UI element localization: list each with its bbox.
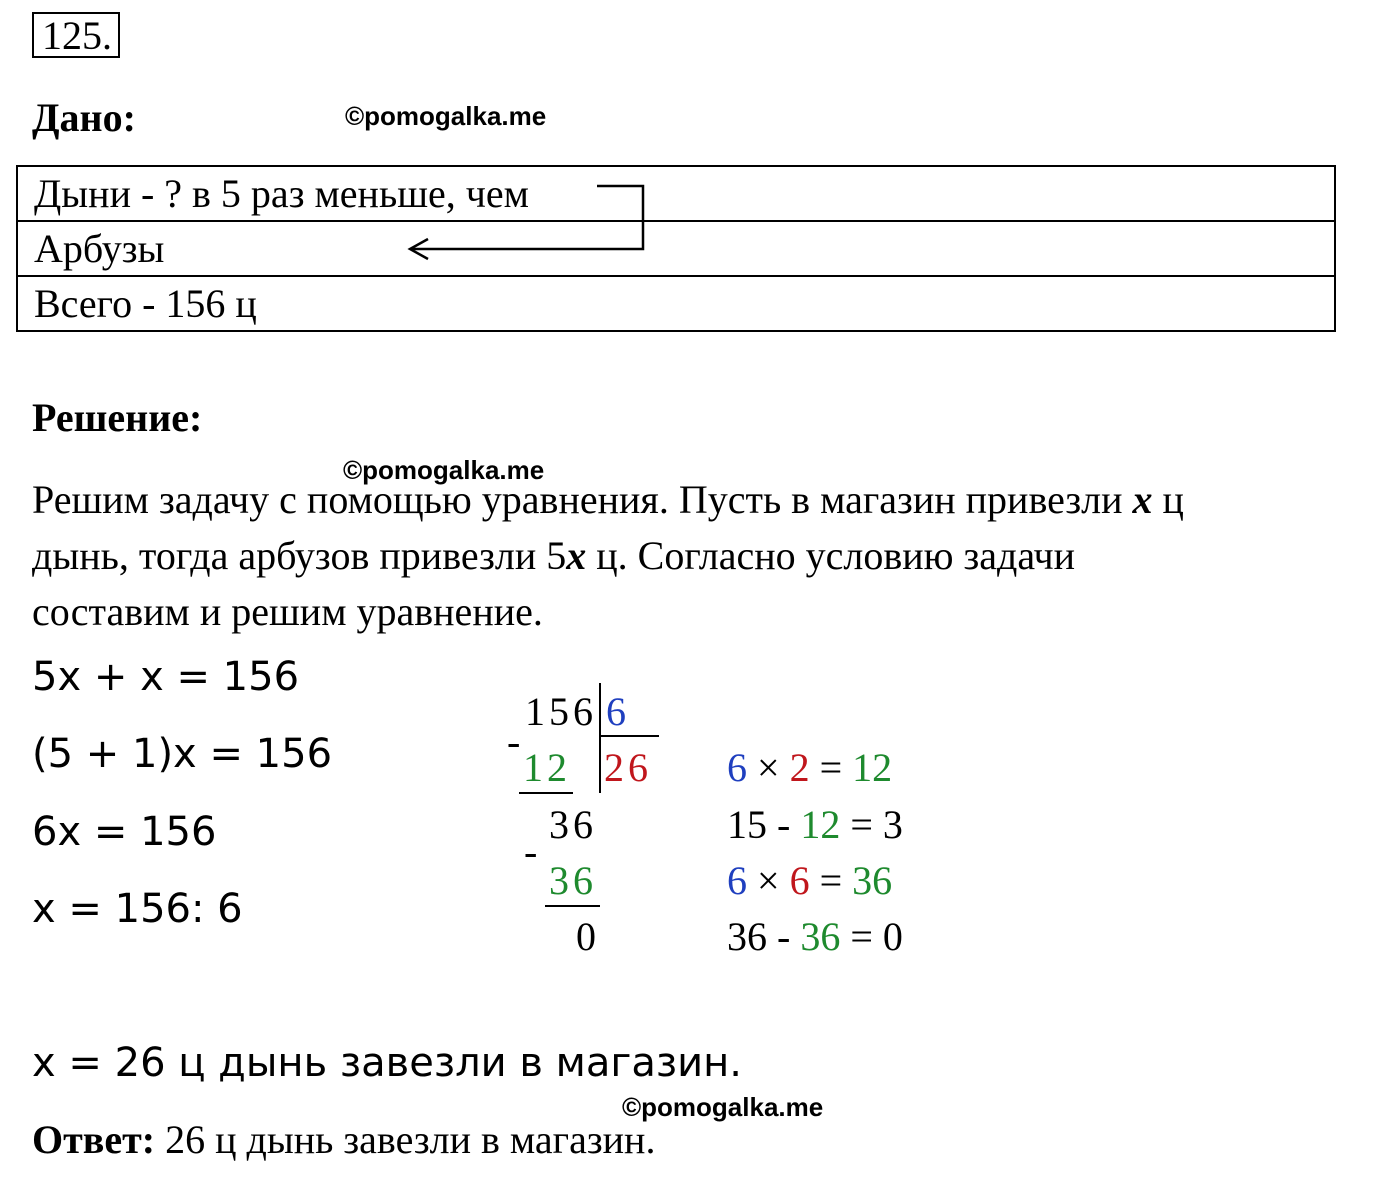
check-value: = 3 <box>840 802 903 847</box>
check-value: 12 <box>852 745 893 790</box>
check-line-3 <box>727 858 893 903</box>
division-bracket-horizontal <box>599 735 659 737</box>
given-row-watermelons-text: Арбузы <box>17 221 1335 276</box>
check-value: 6 <box>727 858 747 903</box>
check-line-4 <box>727 914 903 959</box>
watermark: ©pomogalka.me <box>622 1092 824 1122</box>
answer-label: Ответ: <box>32 1117 156 1162</box>
check-value: = 0 <box>840 914 903 959</box>
check-value: 12 <box>800 802 841 847</box>
check-operator: × <box>747 745 790 790</box>
solution-paragraph <box>32 472 1352 640</box>
division-final-remainder: 0 <box>576 914 596 959</box>
task-number: 125. <box>32 12 120 58</box>
check-value: 6 <box>727 745 747 790</box>
variable-x: x <box>566 533 587 578</box>
equation-4: x = 156: 6 <box>32 886 243 932</box>
minus-sign: - <box>524 829 538 874</box>
coefficient-5: 5 <box>546 533 567 578</box>
paragraph-text: ц <box>1152 477 1184 522</box>
minus-sign: - <box>507 719 521 764</box>
check-value: 15 - <box>727 802 801 847</box>
division-subtrahend-2: 36 <box>549 858 597 903</box>
check-operator: × <box>747 858 790 903</box>
check-line-1 <box>727 745 893 790</box>
check-value: 36 - <box>727 914 801 959</box>
equation-3: 6x = 156 <box>32 809 217 855</box>
division-bracket-vertical <box>599 683 601 793</box>
answer-line <box>32 1117 656 1162</box>
paragraph-text: Решим задачу с помощью уравнения. Пусть в магазин привезли <box>32 477 1133 522</box>
relation-arrow-icon <box>0 0 1400 300</box>
check-operator: = <box>809 745 853 790</box>
paragraph-line-2 <box>32 528 1352 584</box>
division-remainder-1: 36 <box>549 802 597 847</box>
paragraph-text: дынь, тогда арбузов привезли <box>32 533 547 578</box>
check-value: 36 <box>800 914 841 959</box>
division-underline-1 <box>519 792 573 794</box>
solution-heading: Решение: <box>32 395 203 440</box>
given-row-total-text: Всего - 156 ц <box>17 276 1335 331</box>
given-heading: Дано: <box>32 95 136 140</box>
result-line: x = 26 ц дынь завезли в магазин. <box>32 1040 742 1086</box>
paragraph-line-3: составим и решим уравнение. <box>32 589 543 634</box>
check-value: 2 <box>789 745 810 790</box>
watermark: ©pomogalka.me <box>343 455 545 485</box>
paragraph-line-1 <box>32 472 1352 528</box>
division-quotient: 26 <box>604 745 652 790</box>
division-dividend: 156 <box>525 689 597 734</box>
check-line-2 <box>727 802 903 847</box>
answer-text: 26 ц дынь завезли в магазин. <box>155 1117 656 1162</box>
division-underline-2 <box>545 905 600 907</box>
paragraph-text: ц. Согласно условию задачи <box>586 533 1076 578</box>
equation-1: 5x + x = 156 <box>32 654 300 700</box>
given-row-melons-text: Дыни - ? в 5 раз меньше, чем <box>17 166 1335 221</box>
check-value: 6 <box>789 858 810 903</box>
equation-2: (5 + 1)x = 156 <box>32 731 333 777</box>
check-operator: = <box>809 858 853 903</box>
check-value: 36 <box>852 858 893 903</box>
watermark: ©pomogalka.me <box>345 101 547 131</box>
division-subtrahend-1: 12 <box>523 745 571 790</box>
division-divisor: 6 <box>606 689 626 734</box>
variable-x: x <box>1132 477 1153 522</box>
